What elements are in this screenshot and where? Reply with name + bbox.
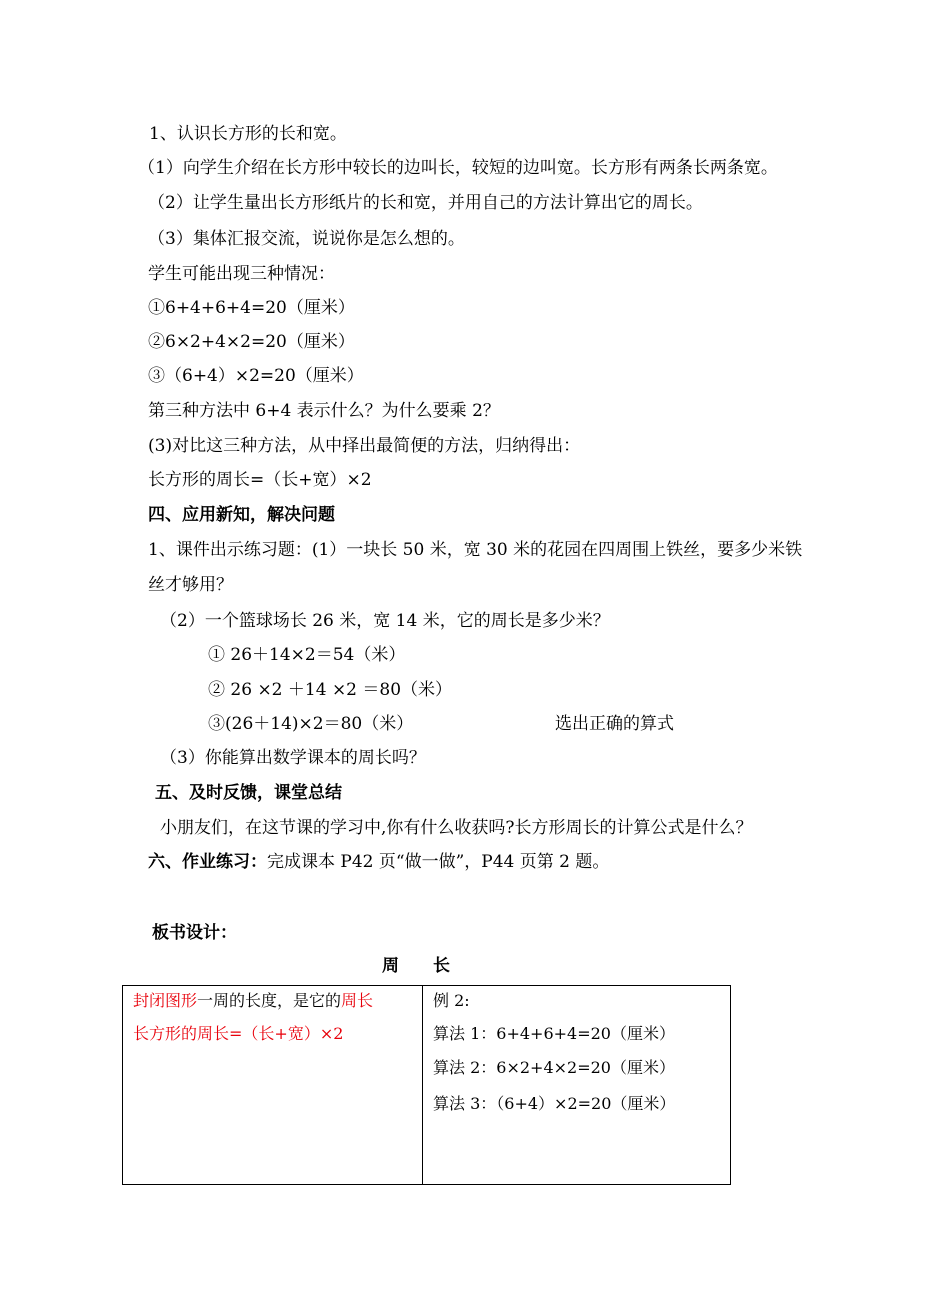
paragraph: （3）你能算出数学课本的周长吗？ xyxy=(160,748,426,768)
option-2: ② 26 ×2 ＋14 ×2 ＝80（米） xyxy=(208,680,453,700)
paragraph: (3)对比这三种方法，从中择出最简便的方法，归纳得出： xyxy=(148,436,581,456)
paragraph: 第三种方法中 6+4 表示什么？为什么要乘 2？ xyxy=(148,401,500,421)
board-term: 封闭图形 xyxy=(133,991,198,1010)
board-left-line-1 xyxy=(133,990,373,1012)
homework-text: 完成课本 P42 页“做一做”，P44 页第 2 题。 xyxy=(267,852,610,872)
paragraph: （3）集体汇报交流，说说你是怎么想的。 xyxy=(148,229,465,249)
paragraph: 1、课件出示练习题：(1）一块长 50 米，宽 30 米的花园在四周围上铁丝，要多少米铁 xyxy=(148,540,803,560)
formula-1: ①6+4+6+4=20（厘米） xyxy=(148,298,355,318)
instruction-note: 选出正确的算式 xyxy=(555,714,674,734)
paragraph: （1）向学生介绍在长方形中较长的边叫长，较短的边叫宽。长方形有两条长两条宽。 xyxy=(138,158,778,178)
paragraph: （2）一个篮球场长 26 米，宽 14 米，它的周长是多少米？ xyxy=(160,611,610,631)
paragraph: 小朋友们，在这节课的学习中,你有什么收获吗?长方形周长的计算公式是什么？ xyxy=(160,818,753,838)
formula-3: ③（6+4）×2=20（厘米） xyxy=(148,366,364,386)
board-term: 周长 xyxy=(341,991,374,1010)
section-item-1: 1、认识长方形的长和宽。 xyxy=(149,124,347,144)
blackboard-table xyxy=(122,985,731,1185)
option-1: ① 26＋14×2＝54（米） xyxy=(208,645,406,665)
paragraph: （2）让学生量出长方形纸片的长和宽，并用自己的方法计算出它的周长。 xyxy=(148,193,703,213)
board-formula: 长方形的周长=（长+宽）×2 xyxy=(133,1024,344,1043)
table-divider xyxy=(422,986,423,1184)
formula-2: ②6×2+4×2=20（厘米） xyxy=(148,332,355,352)
formula-summary: 长方形的周长=（长+宽）×2 xyxy=(148,470,372,490)
paragraph: 丝才够用？ xyxy=(148,575,233,595)
board-definition: 一周的长度，是它的 xyxy=(197,991,342,1010)
heading-section-5: 五、及时反馈，课堂总结 xyxy=(155,783,342,803)
heading-section-4: 四、应用新知，解决问题 xyxy=(148,505,335,525)
board-example-label: 例 2: xyxy=(433,991,470,1010)
paragraph: 学生可能出现三种情况： xyxy=(148,264,335,284)
heading-section-6: 六、作业练习： xyxy=(148,852,267,872)
board-label: 板书设计： xyxy=(152,923,237,943)
board-method-1: 算法 1：6+4+6+4=20（厘米） xyxy=(433,1024,675,1043)
option-3: ③(26＋14)×2＝80（米） xyxy=(208,714,414,734)
board-method-3: 算法 3：（6+4）×2=20（厘米） xyxy=(433,1094,676,1113)
board-method-2: 算法 2：6×2+4×2=20（厘米） xyxy=(433,1058,675,1077)
board-title: 周 长 xyxy=(382,956,450,976)
heading-section-6-line xyxy=(148,851,609,873)
